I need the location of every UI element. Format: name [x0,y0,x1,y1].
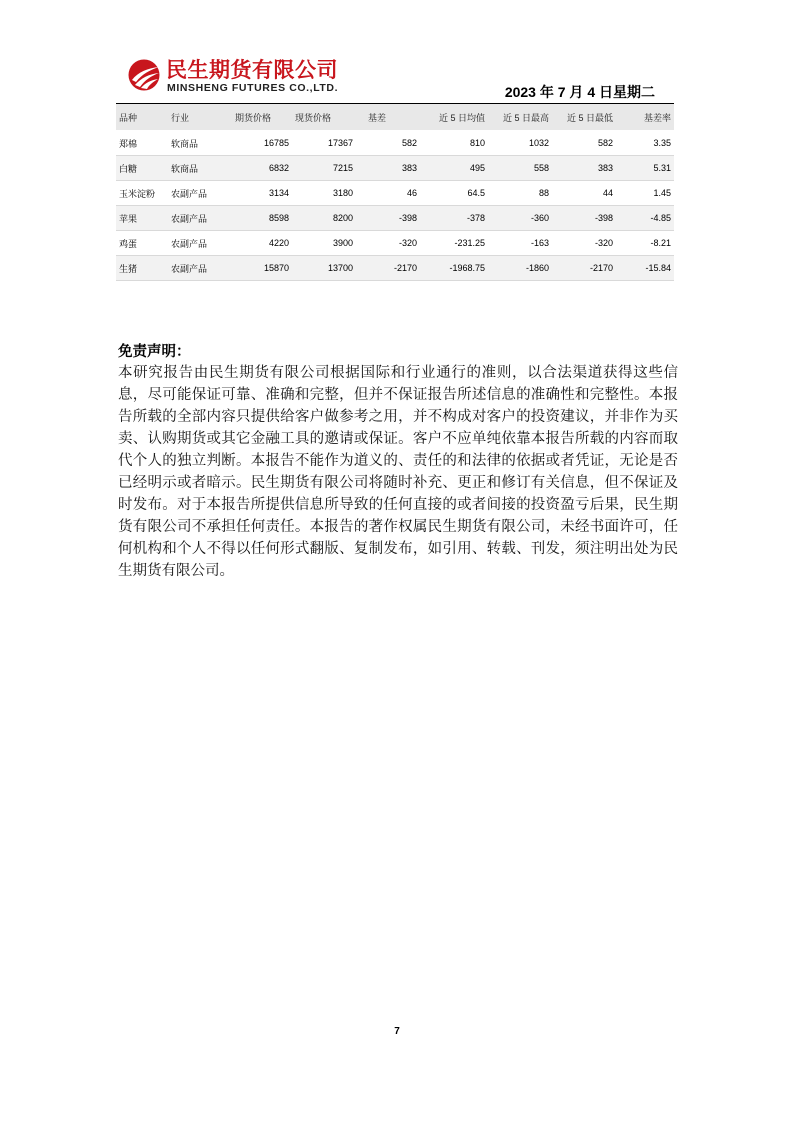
table-cell: -15.84 [616,256,674,281]
table-cell: 3134 [232,181,292,206]
table-cell: 鸡蛋 [116,231,168,256]
table-cell: -398 [356,206,420,231]
page-number: 7 [394,1026,400,1037]
table-cell: -320 [356,231,420,256]
column-header: 现货价格 [292,104,356,131]
table-cell: 4220 [232,231,292,256]
table-cell: -398 [552,206,616,231]
table-cell: 软商品 [168,156,232,181]
disclaimer-title: 免责声明： [118,344,191,360]
column-header: 基差 [356,104,420,131]
column-header: 品种 [116,104,168,131]
table-cell: 3.35 [616,131,674,156]
table-cell: 558 [488,156,552,181]
column-header: 近 5 日最低 [552,104,616,131]
company-name-en: MINSHENG FUTURES CO.,LTD. [167,82,339,94]
table-cell: 生猪 [116,256,168,281]
table-cell: 白糖 [116,156,168,181]
minsheng-logo-icon [126,58,162,92]
column-header: 近 5 日最高 [488,104,552,131]
table-cell: 15870 [232,256,292,281]
table-row [116,181,674,206]
table-cell: -378 [420,206,488,231]
table-cell: 17367 [292,131,356,156]
table-cell: -1968.75 [420,256,488,281]
table-cell: -320 [552,231,616,256]
table-cell: 8598 [232,206,292,231]
disclaimer-section [118,342,678,582]
table-row [116,256,674,281]
company-logo [126,58,366,98]
company-name-cn: 民生期货有限公司 [166,58,338,82]
table-cell: 5.31 [616,156,674,181]
table-cell: 810 [420,131,488,156]
table-row [116,156,674,181]
table-cell: 8200 [292,206,356,231]
table-cell: -2170 [552,256,616,281]
table-cell: 13700 [292,256,356,281]
table-cell: 郑棉 [116,131,168,156]
table-cell: -4.85 [616,206,674,231]
column-header: 近 5 日均值 [420,104,488,131]
table-cell: 农副产品 [168,231,232,256]
table-cell: 3180 [292,181,356,206]
table-cell: -2170 [356,256,420,281]
table-cell: 495 [420,156,488,181]
table-cell: 16785 [232,131,292,156]
column-header: 行业 [168,104,232,131]
report-date: 2023 年 7 月 4 日星期二 [504,84,655,100]
table-cell: 6832 [232,156,292,181]
disclaimer-body: 本研究报告由民生期货有限公司根据国际和行业通行的准则，以合法渠道获得这些信息，尽可能保证可靠、准确和完整，但并不保证报告所述信息的准确性和完整性。本报告所载的全部内容只提供给客户做参考之用，并不构成对客户的投资建议，并非作为买卖、认购期货或其它金融工具的邀请或保证。客户不应单纯依靠本报告所载的内容而取代个人的独立判断。本报告不能作为道义的、责任的和法律的依据或者凭证，无论是否已经明示或者暗示。民生期货有限公司将随时补充、更正和修订有关信息，但不保证及时发布。对于本报告所提供信息所导致的任何直接的或者间接的投资盈亏后果，民生期货有限公司不承担任何责任。本报告的著作权属民生期货有限公司，未经书面许可，任何机构和个人不得以任何形式翻版、复制发布，如引用、转载、刊发，须注明出处为民生期货有限公司。 [118,365,678,579]
table-row [116,131,674,156]
table-cell: 44 [552,181,616,206]
table-cell: 64.5 [420,181,488,206]
table-cell: 7215 [292,156,356,181]
table-header-row [116,104,674,131]
table-cell: 582 [356,131,420,156]
table-cell: -163 [488,231,552,256]
table-cell: 3900 [292,231,356,256]
table-cell: 88 [488,181,552,206]
table-cell: 46 [356,181,420,206]
table-cell: 农副产品 [168,256,232,281]
table-cell: 1032 [488,131,552,156]
column-header: 基差率 [616,104,674,131]
table-cell: 582 [552,131,616,156]
table-cell: -360 [488,206,552,231]
table-cell: 1.45 [616,181,674,206]
column-header: 期货价格 [232,104,292,131]
table-row [116,231,674,256]
basis-table [116,104,674,281]
table-cell: 玉米淀粉 [116,181,168,206]
table-row [116,206,674,231]
table-cell: 383 [552,156,616,181]
table-cell: -231.25 [420,231,488,256]
table-cell: -8.21 [616,231,674,256]
table-cell: 农副产品 [168,181,232,206]
table-cell: -1860 [488,256,552,281]
table-cell: 383 [356,156,420,181]
table-cell: 软商品 [168,131,232,156]
table-cell: 苹果 [116,206,168,231]
table-cell: 农副产品 [168,206,232,231]
